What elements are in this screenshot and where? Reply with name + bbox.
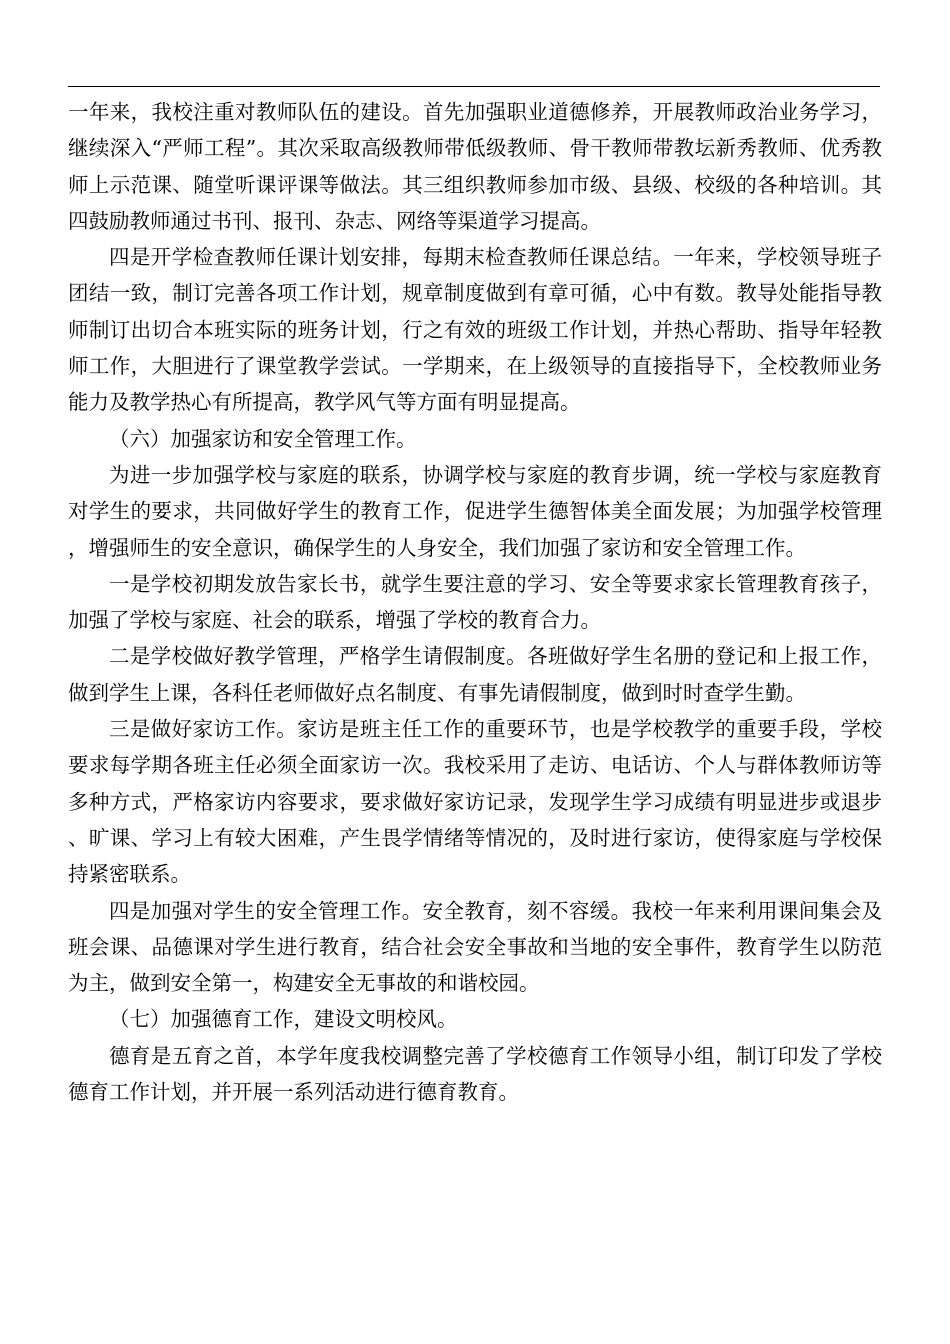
paragraph-lesson-plan-check: 四是开学检查教师任课计划安排，每期末检查教师任课总结。一年来，学校领导班子团结一致，制订完善各项工作计划，规章制度做到有章可循，心中有数。教导处能指导教师制订出切合本班实际的班务计划，行之有效的班级工作计划，并热心帮助、指导年轻教师工作，大胆进行了课堂教学尝试。一学期来，在上级领导的直接指导下，全校教师业务能力及教学热心有所提高，教学风气等方面有明显提高。 (68, 245, 882, 415)
header-rule (68, 86, 880, 87)
paragraph-safety-management: 四是加强对学生的安全管理工作。安全教育，刻不容缓。我校一年来利用课间集会及班会课、品德课对学生进行教育，结合社会安全事故和当地的安全事件，教育学生以防范为主，做到安全第一，构建安全无事故的和谐校园。 (68, 898, 882, 996)
paragraph-teacher-team: 一年来，我校注重对教师队伍的建设。首先加强职业道德修养，开展教师政治业务学习，继续深入“严师工程”。其次采取高级教师带低级教师、骨干教师带教坛新秀教师、优秀教师上示范课、随堂听课评课等做法。其三组织教师参加市级、县级、校级的各种培训。其四鼓励教师通过书刊、报刊、杂志、网络等渠道学习提高。 (68, 100, 882, 233)
paragraph-home-visits: 三是做好家访工作。家访是班主任工作的重要环节，也是学校教学的重要手段，学校要求每学期各班主任必须全面家访一次。我校采用了走访、电话访、个人与群体教师访等多种方式，严格家访内容要求，要求做好家访记录，发现学生学习成绩有明显进步或退步、旷课、学习上有较大困难，产生畏学情绪等情况的，及时进行家访，使得家庭与学校保持紧密联系。 (68, 717, 882, 887)
section-heading-moral-education: （七）加强德育工作，建设文明校风。 (109, 1007, 458, 1032)
document-body (68, 94, 882, 1110)
paragraph-leave-system: 二是学校做好教学管理，严格学生请假制度。各班做好学生名册的登记和上报工作，做到学生上课，各科任老师做好点名制度、有事先请假制度，做到时时查学生勤。 (68, 644, 882, 705)
section-heading-home-visit-safety: （六）加强家访和安全管理工作。 (109, 426, 417, 451)
paragraph-parent-letter: 一是学校初期发放告家长书，就学生要注意的学习、安全等要求家长管理教育孩子，加强了学校与家庭、社会的联系，增强了学校的教育合力。 (68, 571, 882, 633)
paragraph-moral-education: 德育是五育之首，本学年度我校调整完善了学校德育工作领导小组，制订印发了学校德育工作计划，并开展一系列活动进行德育教育。 (68, 1043, 882, 1105)
paragraph-home-visit-intro: 为进一步加强学校与家庭的联系，协调学校与家庭的教育步调，统一学校与家庭教育对学生的要求，共同做好学生的教育工作，促进学生德智体美全面发展；为加强学校管理，增强师生的安全意识，确保学生的人身安全，我们加强了家访和安全管理工作。 (68, 462, 882, 560)
